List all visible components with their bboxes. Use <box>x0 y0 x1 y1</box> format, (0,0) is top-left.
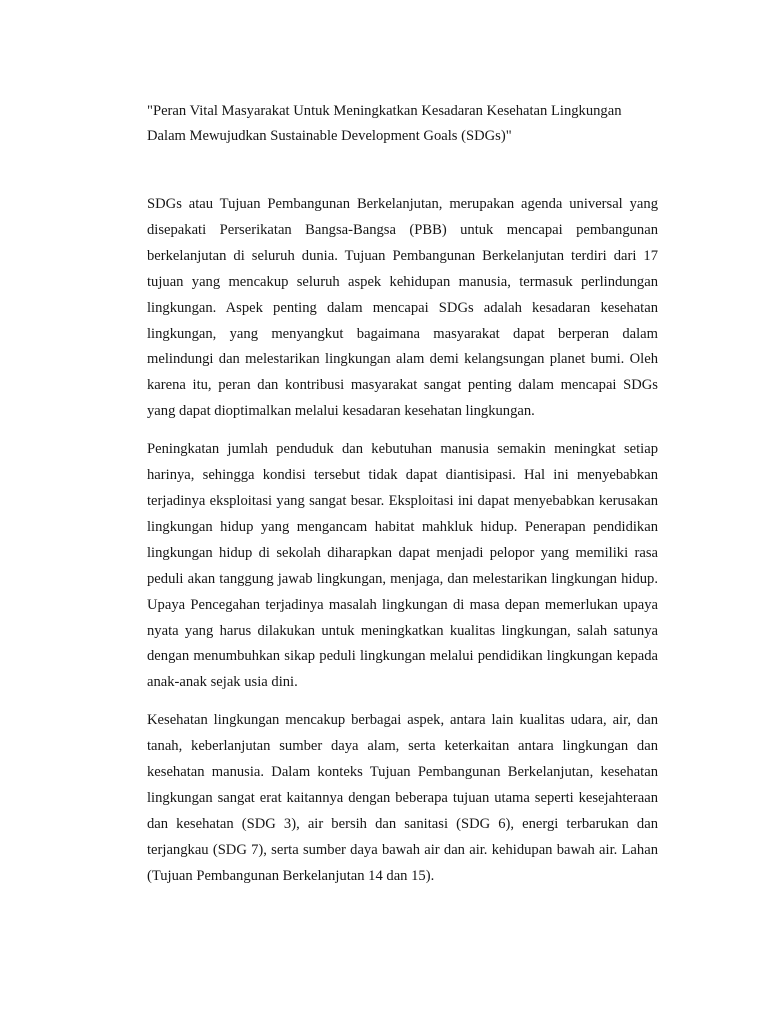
paragraph-population-growth: Peningkatan jumlah penduduk dan kebutuhan manusia semakin meningkat setiap harinya, sehingga kondisi tersebut tidak dapat diantisipasi. Hal ini menyebabkan terjadinya eksploitasi yang sangat besar. Eksploitasi ini dapat menyebabkan kerusakan lingkungan hidup yang mengancam habitat mahkluk hidup. Penerapan pendidikan lingkungan hidup di sekolah diharapkan dapat menjadi pelopor yang memiliki rasa peduli akan tanggung jawab lingkungan, menjaga, dan melestarikan lingkungan hidup. Upaya Pencegahan terjadinya masalah lingkungan di masa depan memerlukan upaya nyata yang harus dilakukan untuk meningkatkan kualitas lingkungan, salah satunya dengan menumbuhkan sikap peduli lingkungan melalui pendidikan lingkungan kepada anak-anak sejak usia dini. <box>147 441 658 691</box>
paragraph-sdgs-intro: SDGs atau Tujuan Pembangunan Berkelanjutan, merupakan agenda universal yang disepakati Perserikatan Bangsa-Bangsa (PBB) untuk mencapai pembangunan berkelanjutan di seluruh dunia. Tujuan Pembangunan Berkelanjutan terdiri dari 17 tujuan yang mencakup seluruh aspek kehidupan manusia, termasuk perlindungan lingkungan. Aspek penting dalam mencapai SDGs adalah kesadaran kesehatan lingkungan, yang menyangkut bagaimana masyarakat dapat berperan dalam melindungi dan melestarikan lingkungan alam demi kelangsungan planet bumi. Oleh karena itu, peran dan kontribusi masyarakat sangat penting dalam mencapai SDGs yang dapat dioptimalkan melalui kesadaran kesehatan lingkungan. <box>147 196 658 420</box>
paragraph-environmental-health: Kesehatan lingkungan mencakup berbagai aspek, antara lain kualitas udara, air, dan tanah, keberlanjutan sumber daya alam, serta keterkaitan antara lingkungan dan kesehatan manusia. Dalam konteks Tujuan Pembangunan Berkelanjutan, kesehatan lingkungan sangat erat kaitannya dengan beberapa tujuan utama seperti kesejahteraan dan kesehatan (SDG 3), air bersih dan sanitasi (SDG 6), energi terbarukan dan terjangkau (SDG 7), serta sumber daya bawah air dan air. kehidupan bawah air. Lahan (Tujuan Pembangunan Berkelanjutan 14 dan 15). <box>147 712 658 884</box>
document-title: "Peran Vital Masyarakat Untuk Meningkatkan Kesadaran Kesehatan Lingkungan Dalam Mewujudkan Sustainable Development Goals (SDGs)" <box>147 103 622 144</box>
document-body <box>147 99 658 890</box>
